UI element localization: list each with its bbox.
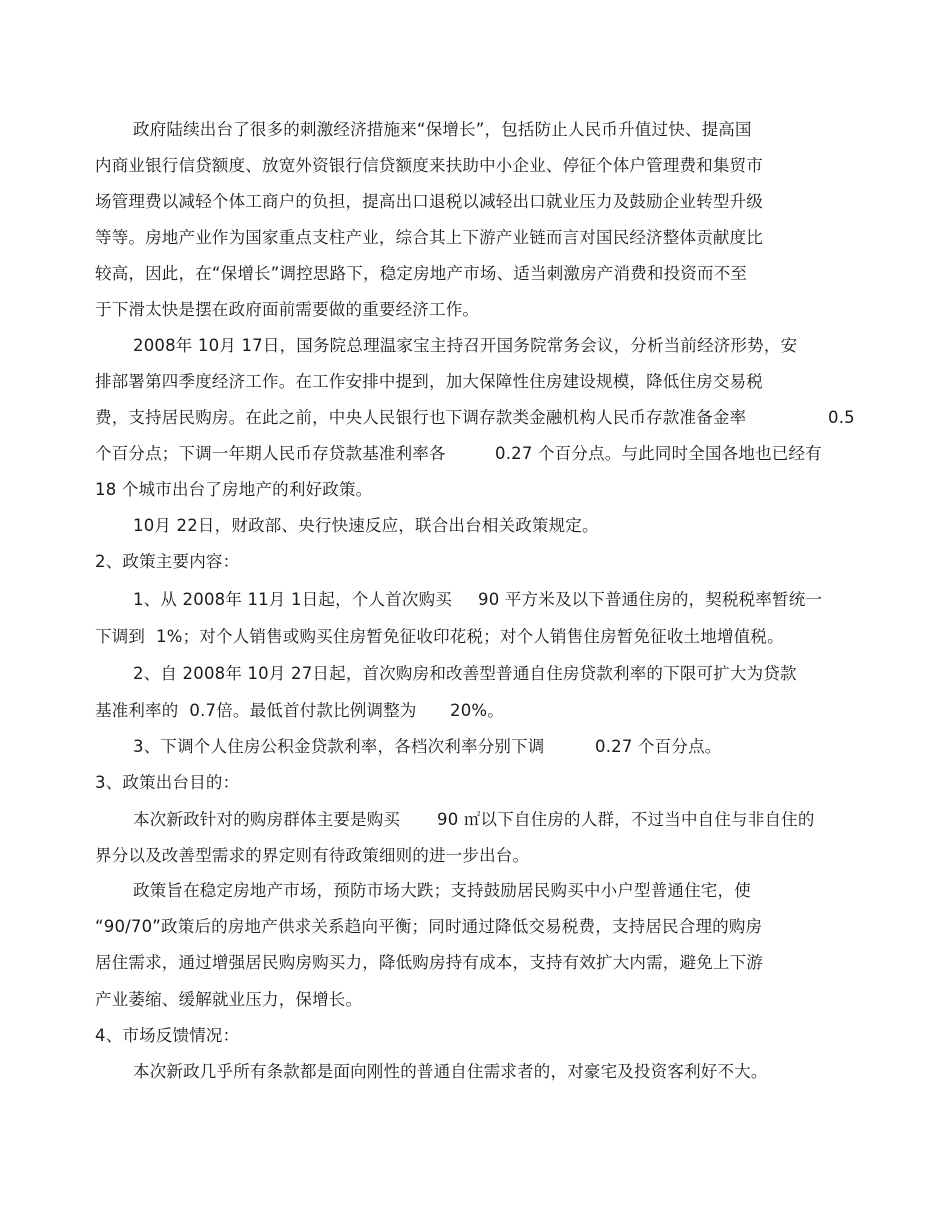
text-line: 政策旨在稳定房地产市场，预防市场大跌；支持鼓励居民购买中小户型普通住宅，使: [133, 881, 751, 900]
text-line: 排部署第四季度经济工作。在工作安排中提到，加大保障性住房建设规模，降低住房交易税: [95, 372, 763, 391]
section-heading: 2、政策主要内容：: [95, 552, 240, 571]
text-line: 界分以及改善型需求的界定则有待政策细则的进一步出台。: [95, 846, 530, 865]
text-line: 场管理费以减轻个体工商户的负担，提高出口退税以减轻出口就业压力及鼓励企业转型升级: [95, 192, 763, 211]
text-line: 0.27 个百分点。与此同时全国各地也已经有: [495, 444, 822, 463]
text-line: 居住需求，通过增强居民购房购买力，降低购房持有成本，支持有效扩大内需，避免上下游: [95, 953, 763, 972]
text-line: 下调到 1%；对个人销售或购买住房暂免征收印花税；对个人销售住房暂免征收土地增值税。: [95, 627, 784, 646]
text-line: 90 ㎡以下自住房的人群，不过当中自住与非自住的: [437, 810, 815, 829]
text-line: 90 平方米及以下普通住房的，契税税率暂统一: [478, 590, 823, 609]
text-line: 费，支持居民购房。在此之前，中央人民银行也下调存款类金融机构人民币存款准备金率: [95, 408, 747, 427]
text-line: “90/70”政策后的房地产供求关系趋向平衡；同时通过降低交易税费，支持居民合理的购房: [95, 917, 763, 936]
text-line: 基准利率的 0.7倍。最低首付款比例调整为: [95, 701, 417, 720]
text-line: 个百分点；下调一年期人民币存贷款基准利率各: [95, 444, 446, 463]
text-line: 2008年 10月 17日，国务院总理温家宝主持召开国务院常务会议，分析当前经济形势，安: [133, 336, 798, 355]
text-line: 等等。房地产业作为国家重点支柱产业，综合其上下游产业链而言对国民经济整体贡献度比: [95, 228, 763, 247]
text-line: 于下滑太快是摆在政府面前需要做的重要经济工作。: [95, 300, 480, 319]
text-line: 2、自 2008年 10月 27日起，首次购房和改善型普通自住房贷款利率的下限可扩大为贷款: [133, 664, 797, 683]
text-line: 较高，因此，在“保增长”调控思路下，稳定房地产市场、适当刺激房产消费和投资而不至: [95, 264, 748, 283]
section-heading: 4、市场反馈情况：: [95, 1026, 240, 1045]
text-line: 10月 22日，财政部、央行快速反应，联合出台相关政策规定。: [133, 516, 599, 535]
text-line: 本次新政针对的购房群体主要是购买: [133, 810, 401, 829]
text-line: 20%。: [450, 701, 504, 720]
text-line: 3、下调个人住房公积金贷款利率，各档次利率分别下调: [133, 737, 545, 756]
text-line: 内商业银行信贷额度、放宽外资银行信贷额度来扶助中小企业、停征个体户管理费和集贸市: [95, 156, 763, 175]
text-line: 0.27 个百分点。: [595, 737, 722, 756]
text-line: 政府陆续出台了很多的刺激经济措施来“保增长”，包括防止人民币升值过快、提高国: [133, 120, 752, 139]
text-line: 18 个城市出台了房地产的利好政策。: [95, 480, 373, 499]
section-heading: 3、政策出台目的：: [95, 773, 240, 792]
text-line: 产业萎缩、缓解就业压力，保增长。: [95, 990, 363, 1009]
text-line: 本次新政几乎所有条款都是面向刚性的普通自住需求者的，对豪宅及投资客利好不大。: [133, 1062, 768, 1081]
text-line: 1、从 2008年 11月 1日起，个人首次购买: [133, 590, 453, 609]
text-line: 0.5: [828, 408, 855, 427]
